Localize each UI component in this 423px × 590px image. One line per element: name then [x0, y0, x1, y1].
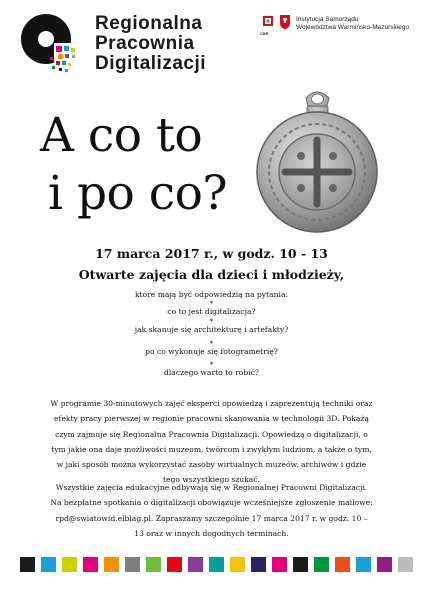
- question-item: co to jest digitalizacja?: [167, 307, 256, 316]
- logo-text-line1: Regionalna: [95, 13, 203, 34]
- headline-line1: A co to: [40, 108, 203, 163]
- color-square: [83, 557, 98, 572]
- color-square: [398, 557, 413, 572]
- color-square: [251, 557, 266, 572]
- color-square: [209, 557, 224, 572]
- question-item: po co wykonuje się fotogrametrię?: [145, 347, 278, 356]
- event-subtitle: Otwarte zajęcia dla dzieci i młodzieży,: [78, 267, 345, 282]
- program-description-paragraph: W programie 30-minutowych zajęć eksperci opowiedzą i zaprezentują techniki oraz efekty pracy pierwszej w regionie pracowni skanowania w technologii 3D. Pokażą czym zajmuje się Regionalna Pracownia Digitalizacji. Opowiedzą o digitalizacji, o tym jakie ona daje możliwości muzeom, twórcom i zwykłym ludziom, a także o tym, w jaki sposób można wykorzystać zasoby wirtualnych muzeów, archiwów i gdzie tego wszystkiego szukać.: [50, 399, 373, 485]
- silver-coin-pendant-image: [250, 86, 385, 236]
- color-square: [125, 557, 140, 572]
- question-separator: *: [209, 300, 214, 308]
- headline-line2: i po co?: [48, 166, 228, 221]
- questions-intro: które mają być odpowiedzią na pytania:: [134, 290, 289, 299]
- institution-line2: Województwa Warmińsko-Mazurskiego: [296, 24, 410, 31]
- color-square: [272, 557, 287, 572]
- color-square: [293, 557, 308, 572]
- event-date: 17 marca 2017 r., w godz. 10 - 13: [95, 246, 328, 261]
- color-square: [335, 557, 350, 572]
- color-square: [188, 557, 203, 572]
- color-square: [356, 557, 371, 572]
- institution-line1: Instytucja Samorządu: [296, 16, 359, 23]
- color-square: [20, 557, 35, 572]
- color-square: [377, 557, 392, 572]
- color-square: [62, 557, 77, 572]
- color-square: [104, 557, 119, 572]
- cbr-emblem-icon: [262, 15, 274, 30]
- institution-abbr: CBR: [260, 31, 269, 36]
- logo-text-line2: Pracownia: [95, 33, 195, 54]
- color-square: [314, 557, 329, 572]
- color-square: [230, 557, 245, 572]
- voivodeship-coat-of-arms-icon: [279, 14, 291, 30]
- question-separator: *: [209, 340, 214, 348]
- rpd-logo-mark-icon: [20, 13, 82, 75]
- color-square: [167, 557, 182, 572]
- question-item: dlaczego warto to robić?: [164, 368, 259, 377]
- color-square: [41, 557, 56, 572]
- logo-text-line3: Digitalizacji: [95, 53, 207, 74]
- registration-info-paragraph: Wszystkie zajęcia edukacyjne odbywają się w Regionalnej Pracowni Digitalizacji. Na bezpłatne spotkania o digitalizacji obowiązuje wcześniejsze zgłoszenie mailowe: rpd@swiatowid.elblag.pl. Zapraszamy szczególnie 17 marca 2017 r. w godz. 10 – 13 oraz w innych dogodnych terminach.: [50, 483, 373, 538]
- question-item: jak skanuje się architekturę i artefakty?: [134, 325, 289, 334]
- question-separator: *: [209, 318, 214, 326]
- question-separator: *: [209, 361, 214, 369]
- color-square: [146, 557, 161, 572]
